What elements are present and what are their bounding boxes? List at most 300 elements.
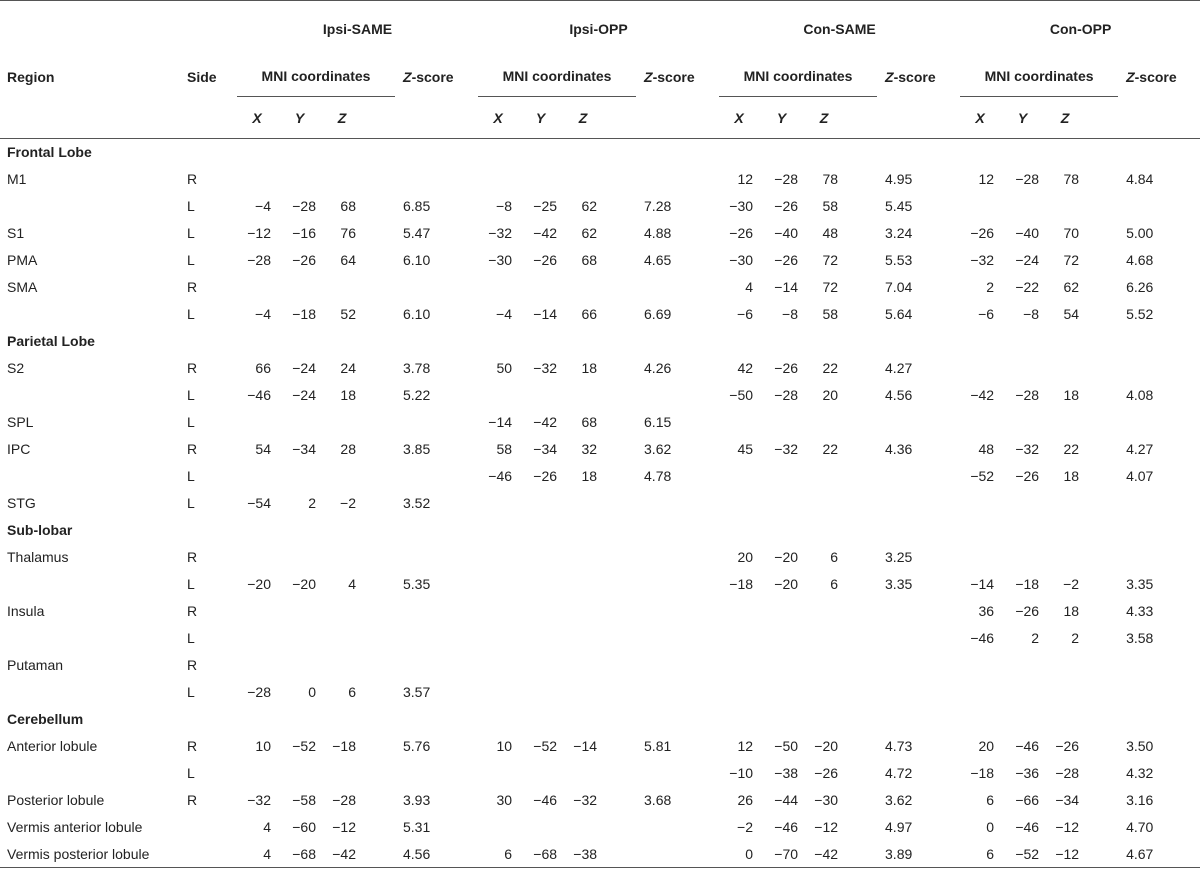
gap-cell <box>844 166 877 193</box>
coordinate-cell <box>478 679 518 706</box>
zscore-cell: 4.97 <box>885 819 913 835</box>
zscore-cell <box>1118 193 1200 220</box>
coordinate-cell: −12 <box>247 225 271 241</box>
coordinate-cell: −20 <box>814 738 839 754</box>
gap-cell <box>1085 625 1118 652</box>
axis-spacer <box>0 97 237 139</box>
zscore-cell: 6.69 <box>644 306 672 322</box>
region-cell: Posterior lobule <box>7 792 105 808</box>
coordinate-cell: −68 <box>277 841 322 868</box>
side-cell: L <box>187 495 195 511</box>
coordinate-cell: −26 <box>814 765 839 781</box>
gap-cell <box>603 787 636 814</box>
zscore-cell: 3.85 <box>403 441 431 457</box>
coordinate-cell: −14 <box>488 414 513 430</box>
gap-cell <box>362 625 395 652</box>
zscore-header <box>1118 57 1200 97</box>
side-header: Side <box>187 68 217 85</box>
zscore-cell: 6.10 <box>403 252 431 268</box>
gap-cell <box>844 625 877 652</box>
table-row <box>0 787 1200 814</box>
coordinate-cell: 76 <box>340 225 356 241</box>
side-cell: L <box>187 387 195 403</box>
coordinate-cell: 68 <box>340 198 356 214</box>
zscore-cell: 5.31 <box>403 819 431 835</box>
coordinate-cell: −12 <box>332 819 356 835</box>
zscore-cell: 3.62 <box>644 441 672 457</box>
gap-cell <box>844 220 877 247</box>
side-cell: L <box>187 630 195 646</box>
coordinate-cell <box>719 652 759 679</box>
coordinate-cell <box>277 409 322 436</box>
table-row <box>0 544 1200 571</box>
axis-gap <box>1085 97 1200 139</box>
zscore-cell: 3.58 <box>1126 630 1154 646</box>
coordinate-cell: −8 <box>496 198 513 214</box>
coordinate-cell <box>518 760 563 787</box>
coordinate-cell: −28 <box>1015 171 1040 187</box>
coordinate-cell: 20 <box>822 387 839 403</box>
coordinate-cell: 50 <box>496 360 513 376</box>
gap-cell <box>1085 490 1118 517</box>
axis-label: Z <box>1045 97 1085 139</box>
zscore-cell: 5.81 <box>644 738 672 754</box>
coordinate-cell: 6 <box>986 792 995 808</box>
coordinate-cell <box>478 274 518 301</box>
gap-cell <box>603 409 636 436</box>
zscore-cell <box>395 463 478 490</box>
coordinate-cell: −42 <box>533 414 558 430</box>
coordinate-cell: 18 <box>1063 468 1080 484</box>
coordinate-cell <box>322 598 362 625</box>
gap-cell <box>844 436 877 463</box>
coordinate-cell: −28 <box>292 198 316 214</box>
coordinate-cell: −32 <box>1015 441 1040 457</box>
side-cell: L <box>187 468 195 484</box>
coordinate-cell: −4 <box>255 306 271 322</box>
region-cell: PMA <box>7 252 38 268</box>
zscore-suffix: -score <box>893 68 936 85</box>
zscore-cell <box>877 652 960 679</box>
zscore-suffix: -score <box>411 68 454 85</box>
zscore-cell <box>395 409 478 436</box>
coordinate-cell <box>237 652 277 679</box>
table-row <box>0 463 1200 490</box>
zscore-cell: 5.53 <box>885 252 913 268</box>
gap-cell <box>1085 409 1118 436</box>
coordinate-cell <box>563 625 603 652</box>
table-row <box>0 814 1200 841</box>
gap-cell <box>362 463 395 490</box>
coordinate-cell: −46 <box>247 387 271 403</box>
coordinate-cell: −26 <box>774 360 799 376</box>
coordinate-cell <box>322 409 362 436</box>
gap-cell <box>362 382 395 409</box>
zscore-cell: 4.26 <box>644 360 672 376</box>
coordinate-cell: −50 <box>774 738 799 754</box>
section-row <box>0 706 1200 733</box>
zscore-cell <box>636 382 719 409</box>
region-cell: STG <box>7 495 36 511</box>
coordinate-cell: −32 <box>247 792 271 808</box>
coordinate-cell: −46 <box>1015 819 1040 835</box>
coordinate-cell: 18 <box>581 468 598 484</box>
zscore-cell <box>636 760 719 787</box>
coordinate-cell <box>719 598 759 625</box>
coordinate-cell: 58 <box>822 306 839 322</box>
gap-cell <box>844 382 877 409</box>
axis-label: X <box>478 97 518 139</box>
axis-label: Z <box>563 97 603 139</box>
section-title: Cerebellum <box>7 711 84 727</box>
gap-cell <box>603 436 636 463</box>
coordinate-cell <box>277 463 322 490</box>
coordinate-cell <box>960 544 1000 571</box>
table-row <box>0 193 1200 220</box>
gap-cell <box>603 679 636 706</box>
coordinate-cell: −28 <box>332 792 356 808</box>
zscore-cell <box>636 544 719 571</box>
zscore-cell <box>395 652 478 679</box>
zscore-cell: 6.10 <box>403 306 431 322</box>
coordinate-cell <box>759 409 804 436</box>
gap-cell <box>603 760 636 787</box>
gap-cell <box>603 598 636 625</box>
region-cell: Putaman <box>7 657 64 673</box>
zscore-cell: 3.35 <box>1126 576 1154 592</box>
zscore-cell <box>877 463 960 490</box>
gap-cell <box>603 733 636 760</box>
zscore-cell <box>1118 490 1200 517</box>
gap-cell <box>603 301 636 328</box>
zscore-letter: Z <box>403 68 412 85</box>
table-row <box>0 274 1200 301</box>
gap-cell <box>362 679 395 706</box>
gap-cell <box>1085 355 1118 382</box>
section-title: Parietal Lobe <box>7 333 95 349</box>
gap-cell <box>1085 436 1118 463</box>
zscore-header <box>395 57 478 97</box>
coordinate-cell: 18 <box>340 387 356 403</box>
coordinate-cell: 12 <box>737 738 754 754</box>
coordinate-cell <box>518 598 563 625</box>
zscore-cell: 4.27 <box>885 360 913 376</box>
side-cell: R <box>187 738 198 754</box>
side-cell: L <box>187 414 195 430</box>
coordinate-cell: −30 <box>729 252 754 268</box>
coordinate-cell: −28 <box>247 252 271 268</box>
coordinate-cell <box>719 409 759 436</box>
coordinate-cell <box>237 409 277 436</box>
coordinate-cell: 6 <box>960 841 1000 868</box>
coordinate-cell: 62 <box>581 225 598 241</box>
table-row <box>0 490 1200 517</box>
coordinate-cell: −14 <box>774 279 799 295</box>
coordinate-cell <box>478 760 518 787</box>
coordinate-cell: 72 <box>822 279 839 295</box>
zscore-suffix: -score <box>1134 68 1177 85</box>
coordinate-cell: 2 <box>1071 630 1080 646</box>
coordinate-cell: 22 <box>822 441 839 457</box>
gap-cell <box>603 166 636 193</box>
coordinate-cell: −6 <box>737 306 754 322</box>
coordinate-cell <box>478 166 518 193</box>
zscore-cell <box>877 409 960 436</box>
gap-cell <box>844 679 877 706</box>
coordinate-cell <box>1000 544 1045 571</box>
zscore-suffix: -score <box>652 68 695 85</box>
condition-header: Ipsi-OPP <box>478 1 719 57</box>
coordinate-cell <box>478 382 518 409</box>
coordinate-cell: 58 <box>496 441 513 457</box>
coordinate-cell: −4 <box>496 306 513 322</box>
axis-label: X <box>719 97 759 139</box>
side-cell: L <box>187 306 195 322</box>
zscore-cell <box>395 544 478 571</box>
coordinate-cell: −25 <box>533 198 558 214</box>
coordinate-cell <box>804 598 844 625</box>
coordinate-cell: 6 <box>478 841 518 868</box>
coordinate-cell: 62 <box>1063 279 1080 295</box>
zscore-cell: 3.78 <box>403 360 431 376</box>
coordinate-cell: 52 <box>340 306 356 322</box>
region-cell <box>0 760 185 787</box>
zscore-cell <box>1118 355 1200 382</box>
zscore-cell <box>1118 544 1200 571</box>
coordinate-cell <box>478 598 518 625</box>
zscore-cell: 4.36 <box>885 441 913 457</box>
coordinate-cell <box>478 544 518 571</box>
axis-label: Y <box>518 97 563 139</box>
axis-label: Z <box>322 97 362 139</box>
zscore-cell <box>636 490 719 517</box>
coordinate-cell <box>804 409 844 436</box>
coordinate-cell: 18 <box>1063 603 1080 619</box>
coordinate-cell: 32 <box>581 441 598 457</box>
section-title: Frontal Lobe <box>7 144 92 161</box>
zscore-cell: 5.47 <box>403 225 431 241</box>
coordinate-cell: 72 <box>1063 252 1080 268</box>
coordinate-cell <box>563 598 603 625</box>
zscore-cell <box>636 814 719 841</box>
side-cell: L <box>187 684 195 700</box>
region-cell <box>0 625 185 652</box>
coordinate-cell: −28 <box>1015 387 1040 403</box>
side-cell: R <box>187 171 198 187</box>
region-cell <box>0 571 185 598</box>
coordinate-cell: −20 <box>774 576 799 592</box>
zscore-cell <box>877 679 960 706</box>
gap-cell <box>603 625 636 652</box>
axis-label: X <box>237 97 277 139</box>
coordinate-cell: 72 <box>822 252 839 268</box>
coordinate-cell: −18 <box>292 306 316 322</box>
gap-cell <box>844 274 877 301</box>
coordinate-cell: −52 <box>533 738 558 754</box>
coordinate-cell: 68 <box>581 252 598 268</box>
zscore-cell: 5.45 <box>885 198 913 214</box>
axis-gap <box>844 97 960 139</box>
coordinate-cell: 62 <box>581 198 598 214</box>
gap-cell <box>844 841 877 868</box>
coordinate-cell <box>563 382 603 409</box>
coordinate-cell: 10 <box>496 738 513 754</box>
region-cell <box>0 463 185 490</box>
gap-cell <box>362 733 395 760</box>
coordinate-cell: −26 <box>292 252 316 268</box>
gap-cell <box>1085 652 1118 679</box>
condition-header: Con-SAME <box>719 1 960 57</box>
gap-cell <box>603 814 636 841</box>
section-row <box>0 517 1200 544</box>
gap-cell <box>362 652 395 679</box>
coordinate-cell: −38 <box>563 841 603 868</box>
coordinate-cell: −34 <box>1055 792 1080 808</box>
gap-cell <box>844 652 877 679</box>
gap-cell <box>362 274 395 301</box>
region-cell <box>0 679 185 706</box>
side-cell: R <box>187 279 198 295</box>
coordinate-cell: −12 <box>1045 841 1085 868</box>
gap-cell <box>362 760 395 787</box>
mni-coordinates-header: MNI coordinates <box>719 57 877 97</box>
zscore-cell <box>395 625 478 652</box>
gap-cell <box>1085 571 1118 598</box>
coordinate-cell <box>563 760 603 787</box>
gap-cell <box>362 247 395 274</box>
gap-cell <box>1085 301 1118 328</box>
coordinate-cell <box>277 598 322 625</box>
gap-cell <box>844 544 877 571</box>
gap-cell <box>1085 247 1118 274</box>
coordinate-cell: −24 <box>292 387 316 403</box>
coordinate-cell <box>563 544 603 571</box>
zscore-cell <box>636 571 719 598</box>
coordinate-cell <box>518 274 563 301</box>
coordinate-cell: −32 <box>488 225 513 241</box>
coordinate-cell <box>960 652 1000 679</box>
coordinate-cell <box>1045 193 1085 220</box>
coordinate-cell: −26 <box>1015 468 1040 484</box>
coordinate-cell <box>478 490 518 517</box>
coordinate-cell <box>518 490 563 517</box>
coordinate-cell <box>1045 355 1085 382</box>
coordinate-cell: 20 <box>737 549 754 565</box>
coordinate-cell: −28 <box>774 171 799 187</box>
zscore-cell: 4.95 <box>885 171 913 187</box>
coordinate-cell: −32 <box>533 360 558 376</box>
coordinate-cell: −52 <box>970 468 995 484</box>
zscore-cell: 3.62 <box>885 792 913 808</box>
gap-cell <box>844 247 877 274</box>
coordinate-cell <box>759 598 804 625</box>
zscore-cell <box>1118 409 1200 436</box>
side-cell <box>185 814 237 841</box>
coordinate-cell: 0 <box>986 819 995 835</box>
coordinate-cell: −8 <box>782 306 799 322</box>
gap-cell <box>603 274 636 301</box>
side-cell: R <box>187 657 198 673</box>
coordinate-cell: −46 <box>970 630 995 646</box>
coordinate-cell: −26 <box>533 252 558 268</box>
zscore-cell: 5.00 <box>1126 225 1154 241</box>
coordinate-cell: 54 <box>255 441 271 457</box>
section-row <box>0 328 1200 355</box>
zscore-cell <box>395 598 478 625</box>
coordinate-cell: −20 <box>292 576 316 592</box>
axis-label: Y <box>759 97 804 139</box>
gap-cell <box>603 382 636 409</box>
gap-cell <box>844 760 877 787</box>
zscore-cell: 3.57 <box>403 684 431 700</box>
gap-cell <box>844 355 877 382</box>
region-cell: SPL <box>7 414 34 430</box>
side-cell <box>185 841 237 868</box>
coordinate-cell <box>478 814 518 841</box>
gap-cell <box>1085 841 1118 868</box>
coordinate-cell: 58 <box>822 198 839 214</box>
coordinate-cell: 68 <box>581 414 598 430</box>
coordinate-cell: 4 <box>348 576 356 592</box>
header-row-conditions <box>0 1 1200 57</box>
zscore-letter: Z <box>1126 68 1135 85</box>
gap-cell <box>1085 760 1118 787</box>
coordinate-cell: −14 <box>533 306 558 322</box>
coordinate-cell: 20 <box>978 738 995 754</box>
zscore-cell: 6.15 <box>644 414 672 430</box>
zscore-cell <box>636 166 719 193</box>
coordinate-cell: −18 <box>1015 576 1040 592</box>
coordinate-cell: 2 <box>986 279 995 295</box>
region-cell: S1 <box>7 225 25 241</box>
table-row <box>0 436 1200 463</box>
gap-cell <box>844 409 877 436</box>
coordinate-cell <box>277 652 322 679</box>
gap-cell <box>362 787 395 814</box>
zscore-header <box>636 57 719 97</box>
gap-cell <box>844 733 877 760</box>
table-row <box>0 571 1200 598</box>
coordinate-cell: −46 <box>533 792 558 808</box>
coordinate-cell: −70 <box>759 841 804 868</box>
coordinate-cell: −2 <box>737 819 754 835</box>
gap-cell <box>603 355 636 382</box>
coordinate-cell <box>518 652 563 679</box>
zscore-header <box>877 57 960 97</box>
zscore-cell: 4.67 <box>1118 841 1200 868</box>
gap-cell <box>844 301 877 328</box>
zscore-cell: 3.24 <box>885 225 913 241</box>
zscore-cell <box>877 625 960 652</box>
coordinate-cell: −38 <box>774 765 799 781</box>
gap-cell <box>1085 544 1118 571</box>
gap-cell <box>362 166 395 193</box>
coordinate-cell: 4 <box>745 279 754 295</box>
table-row <box>0 166 1200 193</box>
axis-label: Z <box>804 97 844 139</box>
gap-cell <box>1085 274 1118 301</box>
coordinate-cell: 48 <box>822 225 839 241</box>
coordinate-cell: −18 <box>729 576 754 592</box>
coordinate-cell: −58 <box>292 792 316 808</box>
coordinate-cell <box>237 625 277 652</box>
zscore-cell <box>395 166 478 193</box>
gap-cell <box>844 598 877 625</box>
coordinate-cell: −18 <box>332 738 356 754</box>
coordinate-cell <box>563 814 603 841</box>
coordinate-cell: 45 <box>737 441 754 457</box>
coordinate-cell <box>518 166 563 193</box>
